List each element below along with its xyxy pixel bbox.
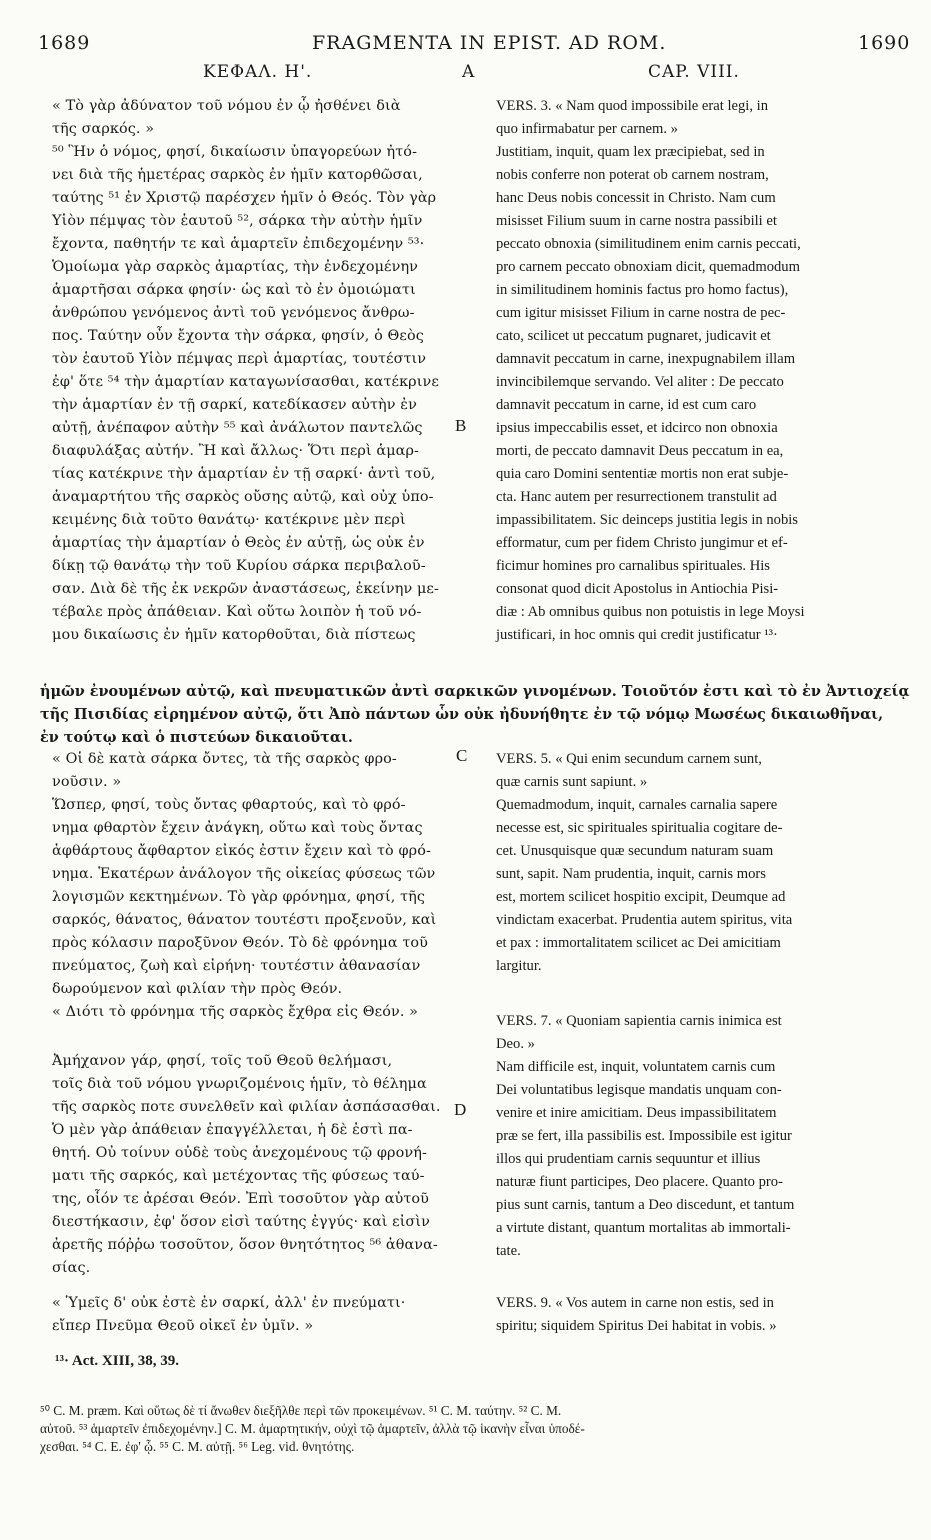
latin-column-middle — [496, 748, 792, 978]
text-line: venire et inire amicitiam. Deus impassibilitatem — [496, 1105, 777, 1121]
text-line: τὴν ἁμαρτίαν ἐν τῇ σαρκί, κατεδίκασεν αὐτὴν ἐν — [52, 397, 417, 413]
text-line: ἀφθάρτους ἄφθαρτον εἰκός ἐστιν ἔχειν καὶ τὸ φρό- — [52, 843, 431, 859]
text-line: pro carnem peccato obnoxiam dicit, quemadmodum — [496, 259, 800, 275]
text-line: Ὁμοίωμα γὰρ σαρκὸς ἁμαρτίας, τὴν ἐνδεχομένην — [52, 259, 419, 275]
text-line: ficimur homines pro carnalibus spirituales. His — [496, 558, 770, 574]
text-line: largitur. — [496, 958, 542, 974]
text-line: nobis conferre non poterat ob carnem nostram, — [496, 167, 769, 183]
text-line: ἡμῶν ἐνουμένων αὐτῷ, καὶ πνευματικῶν ἀντὶ σαρκικῶν γινομένων. Τοιοῦτόν ἐστι καὶ τὸ ἐν Ἀντιοχείᾳ — [40, 682, 910, 700]
margin-marker-d: D — [454, 1100, 467, 1119]
footnote-line: χεσθαι. ⁵⁴ C. E. ἐφ' ᾧ. ⁵⁵ C. M. αὐτῇ. ⁵⁶ Leg. vid. θνητότης. — [40, 1439, 355, 1454]
text-line: πρὸς κόλασιν παροξῦνον Θεόν. Τὸ δὲ φρόνημα τοῦ — [52, 935, 429, 951]
text-line: λογισμῶν κεκτημένων. Τὸ γὰρ φρόνημα, φησί, τῆς — [52, 889, 426, 905]
chapter-heading-greek: ΚΕΦΑΛ. Η'. — [203, 62, 313, 82]
text-line: diæ : Ab omnibus quibus non potuistis in lege Moysi — [496, 604, 805, 620]
margin-marker-c: C — [456, 746, 468, 765]
text-line: quia caro Domini sententiæ mortis non erat subje- — [496, 466, 789, 482]
text-line: « Διότι τὸ φρόνημα τῆς σαρκὸς ἔχθρα εἰς Θεόν. » — [52, 1004, 419, 1020]
text-line: misisset Filium suum in carne nostra passibili et — [496, 213, 777, 229]
text-line: ἀνθρώπου γενόμενος ἀντὶ τοῦ γενόμενος ἄνθρω- — [52, 305, 415, 321]
text-line: νημα φθαρτὸν ἔχειν ἀνάγκη, οὕτω καὶ τοὺς ὄντας — [52, 820, 423, 836]
text-line: Υἱὸν πέμψας τὸν ἑαυτοῦ ⁵², σάρκα τὴν αὐτὴν ἡμῖν — [52, 213, 423, 229]
text-line: a virtute distant, quantum mortalitas ab immortali- — [496, 1220, 791, 1236]
text-line: cet. Unusquisque quæ secundum naturam suam — [496, 843, 774, 859]
text-line: cta. Hanc autem per resurrectionem transtulit ad — [496, 489, 777, 505]
text-line: τοῖς διὰ τοῦ νόμου γνωριζομένοις ἡμῖν, τὸ θέλημα — [52, 1076, 427, 1092]
chapter-heading-latin: CAP. VIII. — [648, 62, 740, 82]
text-line: εἴπερ Πνεῦμα Θεοῦ οἰκεῖ ἐν ὑμῖν. » — [52, 1318, 314, 1334]
text-line: ἁμαρτῆσαι σάρκα φησίν· ὡς καὶ τὸ ἐν ὁμοιώματι — [52, 282, 416, 298]
text-line: « Ὑμεῖς δ' οὐκ ἐστὲ ἐν σαρκί, ἀλλ' ἐν πνεύματι· — [52, 1295, 406, 1311]
text-line: ¹³· Act. XIII, 38, 39. — [55, 1353, 179, 1369]
text-line: πος. Ταύτην οὖν ἔχοντα τὴν σάρκα, φησίν, ὁ Θεὸς — [52, 328, 424, 344]
text-line: σίας. — [52, 1260, 91, 1276]
text-line: μου δικαίωσις ἐν ἡμῖν κατορθοῦται, διὰ πίστεως — [52, 627, 416, 643]
text-line: ⁵⁰ Ἣν ὁ νόμος, φησί, δικαίωσιν ὑπαγορεύων ἠτό- — [52, 144, 418, 160]
text-line: ἐφ' ὅτε ⁵⁴ τὴν ἁμαρτίαν καταγωνίσασθαι, κατέκρινε — [52, 374, 439, 390]
greek-column-top — [52, 95, 439, 647]
text-line: VERS. 5. « Qui enim secundum carnem sunt, — [496, 751, 762, 767]
text-line: cato, scilicet ut peccatum pugnaret, judicavit et — [496, 328, 771, 344]
greek-column-middle — [52, 748, 436, 1024]
text-line: ἀναμαρτήτου τῆς σαρκὸς οὔσης αὐτῷ, καὶ οὐχ ὑπο- — [52, 489, 434, 505]
text-line: consonat quod dicit Apostolus in Antiochia Pisi- — [496, 581, 779, 597]
text-line: Ἀμήχανον γάρ, φησί, τοῖς τοῦ Θεοῦ θελήμασι, — [52, 1053, 393, 1069]
text-line: δωρούμενον καὶ φιλίαν τὴν πρὸς Θεόν. — [52, 981, 343, 997]
text-line: ἐν τούτῳ καὶ ὁ πιστεύων δικαιοῦται. — [40, 728, 353, 746]
text-line: damnavit peccatum in carne, id est cum caro — [496, 397, 757, 413]
text-line: τῆς σαρκὸς ποτε συνελθεῖν καὶ φιλίαν ἀσπάσασθαι. — [52, 1099, 441, 1115]
text-line: Justitiam, inquit, quam lex præcipiebat, sed in — [496, 144, 765, 160]
text-line: ipsius impeccabilis esset, et idcirco non obnoxia — [496, 420, 778, 436]
text-line: κειμένης διὰ τοῦτο θανάτῳ· κατέκρινε μὲν περὶ — [52, 512, 406, 528]
text-line: τῆς σαρκός. » — [52, 121, 155, 137]
text-line: quo infirmabatur per carnem. » — [496, 121, 678, 137]
text-line: sunt, sapit. Nam prudentia, inquit, carnis mors — [496, 866, 766, 882]
latin-column-top — [496, 95, 805, 647]
text-line: naturæ fiunt participes, Deo placere. Quanto pro- — [496, 1174, 783, 1190]
margin-marker-b: B — [455, 416, 467, 435]
text-line: peccato obnoxia (similitudinem enim carnis peccati, — [496, 236, 801, 252]
text-line: VERS. 9. « Vos autem in carne non estis, sed in — [496, 1295, 774, 1311]
text-line: σαρκός, θάνατος, θάνατον τουτέστι προξενοῦν, καὶ — [52, 912, 437, 928]
page-number-right: 1690 — [858, 32, 911, 54]
text-line: tate. — [496, 1243, 521, 1259]
text-line: ἁμαρτίας τὴν ἁμαρτίαν ὁ Θεὸς ἐν αὐτῇ, ὡς οὐκ ἐν — [52, 535, 425, 551]
text-line: justificari, in hoc omnis qui credit justificatur ¹³· — [496, 627, 778, 643]
text-line: της, οἷόν τε ἀρέσαι Θεόν. Ἐπὶ τοσοῦτον γὰρ αὐτοῦ — [52, 1191, 430, 1207]
acts-reference-note — [55, 1352, 179, 1370]
footnote-line: ⁵⁰ C. M. præm. Καὶ οὕτως δὲ τί ἄνωθεν διεξῆλθε περὶ τῶν προκειμένων. ⁵¹ C. M. ταύτην. ⁵² C. M. — [40, 1403, 562, 1418]
text-line: θητή. Οὐ τοίνυν οὐδὲ τοὺς ἀνεχομένους τῷ φρονή- — [52, 1145, 427, 1161]
text-line: νει διὰ τῆς ἡμετέρας σαρκὸς ἐν ἡμῖν κατορθῶσαι, — [52, 167, 423, 183]
text-line: νοῦσιν. » — [52, 774, 122, 790]
text-line: διαφυλάξας αὐτήν. Ἢ καὶ ἄλλως· Ὅτι περὶ ἁμαρ- — [52, 443, 420, 459]
text-line: pius sunt carnis, tantum a Deo discedunt, et tantum — [496, 1197, 795, 1213]
greek-column-lower — [52, 1050, 441, 1280]
greek-full-width — [40, 680, 931, 749]
text-line: τὸν ἑαυτοῦ Υἱὸν πέμψας περὶ ἁμαρτίας, τουτέστιν — [52, 351, 427, 367]
column-marker-a: A — [462, 62, 476, 82]
text-line: « Οἱ δὲ κατὰ σάρκα ὄντες, τὰ τῆς σαρκὸς φρο- — [52, 751, 397, 767]
text-line: VERS. 3. « Nam quod impossibile erat legi, in — [496, 98, 768, 114]
text-line: ματι τῆς σαρκός, καὶ μετέχοντας τῆς φύσεως ταύ- — [52, 1168, 425, 1184]
text-line: Quemadmodum, inquit, carnales carnalia sapere — [496, 797, 778, 813]
text-line: αὐτῇ, ἀνέπαφον αὐτὴν ⁵⁵ καὶ ἀνάλωτον παντελῶς — [52, 420, 423, 436]
text-line: præ se fert, illa passibilis est. Impossibile est igitur — [496, 1128, 792, 1144]
text-line: quæ carnis sunt sapiunt. » — [496, 774, 648, 790]
text-line: spiritu; siquidem Spiritus Dei habitat in vobis. » — [496, 1318, 777, 1334]
text-line: Ὁ μὲν γὰρ ἀπάθειαν ἐπαγγέλλεται, ἡ δὲ ἐστὶ πα- — [52, 1122, 413, 1138]
text-line: morti, de peccato damnavit Deus peccatum in ea, — [496, 443, 784, 459]
text-line: σαν. Διὰ δὲ τῆς ἐκ νεκρῶν ἀναστάσεως, ἐκείνην με- — [52, 581, 439, 597]
text-line: δίκῃ τῷ θανάτῳ τὴν τοῦ Κυρίου σάρκα περιβαλοῦ- — [52, 558, 426, 574]
latin-vers-9 — [496, 1292, 777, 1338]
latin-vers-7 — [496, 1010, 794, 1263]
text-line: est, mortem scilicet hospitio excipit, Deumque ad — [496, 889, 786, 905]
text-line: vindictam exacerbat. Prudentia autem spiritus, vita — [496, 912, 793, 928]
text-line: illos qui prudentiam carnis sequuntur et illius — [496, 1151, 761, 1167]
text-line: invincibilemque servando. Vel aliter : De peccato — [496, 374, 784, 390]
text-line: τέβαλε πρὸς ἀπάθειαν. Καὶ οὕτω λοιπὸν ἡ τοῦ νό- — [52, 604, 422, 620]
page-number-left: 1689 — [38, 32, 91, 54]
text-line: VERS. 7. « Quoniam sapientia carnis inimica est — [496, 1013, 782, 1029]
greek-vers-9 — [52, 1292, 405, 1338]
text-line: τῆς Πισιδίας εἰρημένον αὐτῷ, ὅτι Ἀπὸ πάντων ὧν οὐκ ἠδυνήθητε ἐν τῷ νόμῳ Μωσέως δικαιωθῆναι, — [40, 705, 884, 723]
text-line: Ὥσπερ, φησί, τοὺς ὄντας φθαρτούς, καὶ τὸ φρό- — [52, 797, 406, 813]
footnote-line: αὐτοῦ. ⁵³ ἁμαρτεῖν ἐπιδεχομένην.] C. M. ἁμαρτητικήν, οὐχὶ τῷ ἁμαρτεῖν, ἀλλὰ τῷ ἱκανὴν εἶναι ὑποδέ- — [40, 1421, 585, 1436]
text-line: ἔχοντα, παθητήν τε καὶ ἁμαρτεῖν ἐπιδεχομένην ⁵³· — [52, 236, 425, 252]
running-title: FRAGMENTA IN EPIST. AD ROM. — [312, 32, 667, 54]
text-line: νημα. Ἑκατέρων ἀνάλογον τῆς οἰκείας φύσεως τῶν — [52, 866, 436, 882]
text-line: et pax : immortalitatem scilicet ac Dei amicitiam — [496, 935, 781, 951]
footnotes — [40, 1402, 585, 1456]
text-line: hanc Deus nobis concessit in Christo. Nam cum — [496, 190, 776, 206]
text-line: in similitudinem hominis factus pro homo factus), — [496, 282, 789, 298]
text-line: Deo. » — [496, 1036, 535, 1052]
text-line: ταύτης ⁵¹ ἐν Χριστῷ παρέσχεν ἡμῖν ὁ Θεός. Τὸν γὰρ — [52, 190, 437, 206]
text-line: διεστήκασιν, ἐφ' ὅσον εἰσὶ ταύτης ἐγγύς· καὶ εἰσὶν — [52, 1214, 430, 1230]
text-line: ἀρετῆς πόῤῥω τοσοῦτον, ὅσον θνητότητος ⁵⁶ ἀθανα- — [52, 1237, 438, 1253]
text-line: impassibilitatem. Sic deinceps justitia legis in nobis — [496, 512, 798, 528]
text-line: πνεύματος, ζωὴ καὶ εἰρήνη· τουτέστιν ἀθανασίαν — [52, 958, 421, 974]
text-line: Dei voluntatibus legisque mandatis unquam con- — [496, 1082, 782, 1098]
text-line: « Τὸ γὰρ ἀδύνατον τοῦ νόμου ἐν ᾧ ἠσθένει διὰ — [52, 98, 401, 114]
text-line: τίας κατέκρινε τὴν ἁμαρτίαν ἐν τῇ σαρκί· ἀντὶ τοῦ, — [52, 466, 436, 482]
text-line: cum igitur misisset Filium in carne nostra de pec- — [496, 305, 786, 321]
text-line: efformatur, cum per fidem Christo jungimur et ef- — [496, 535, 788, 551]
text-line: damnavit peccatum in carne, inexpugnabilem illam — [496, 351, 796, 367]
text-line: Nam difficile est, inquit, voluntatem carnis cum — [496, 1059, 776, 1075]
text-line: necesse est, sic spirituales spiritualia cogitare de- — [496, 820, 783, 836]
